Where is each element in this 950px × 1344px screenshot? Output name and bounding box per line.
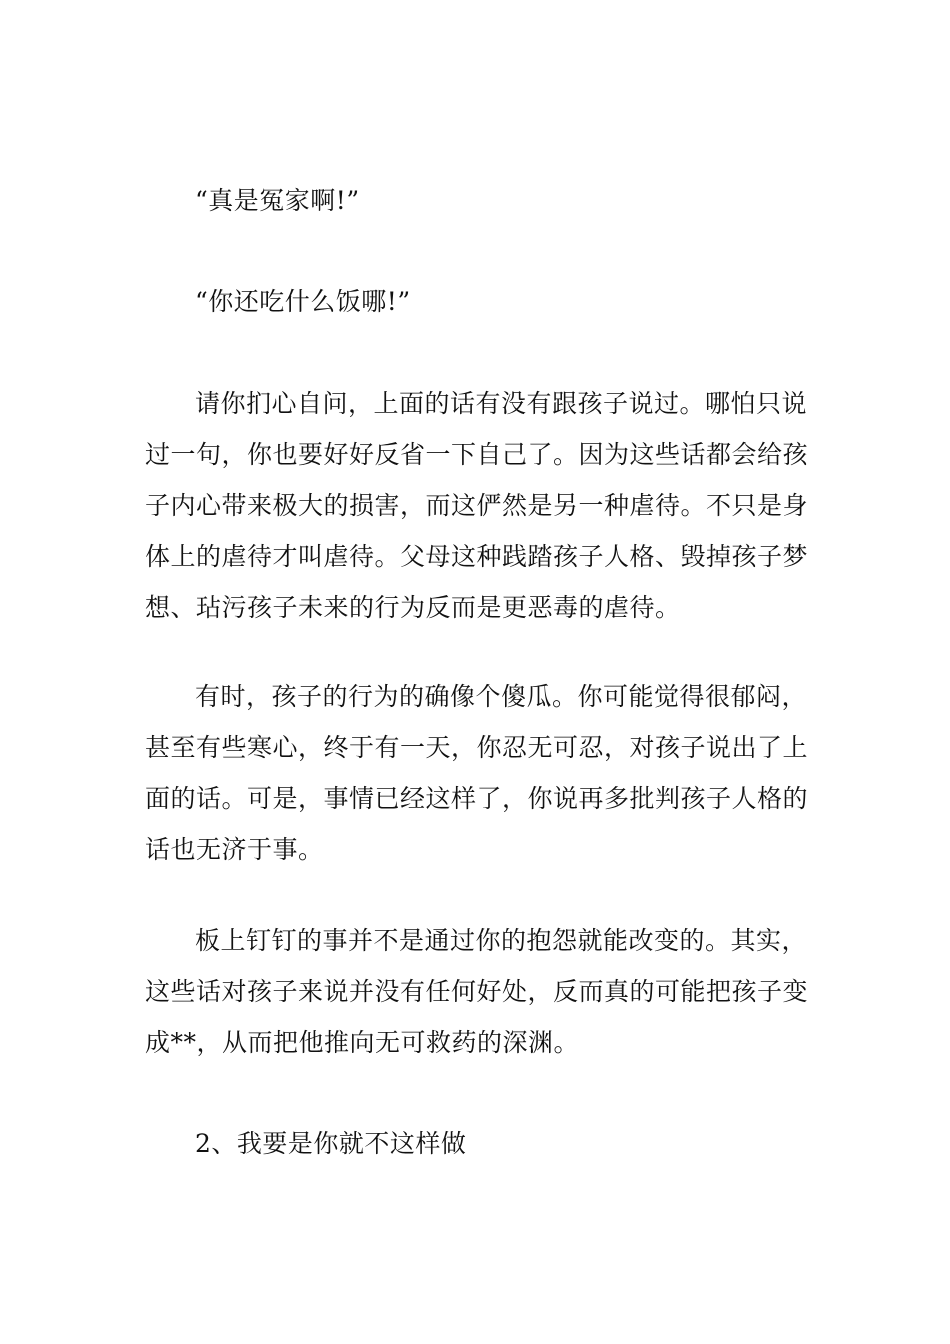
body-paragraph-2: 有时，孩子的行为的确像个傻瓜。你可能觉得很郁闷，甚至有些寒心，终于有一天，你忍无可忍，对孩子说出了上面的话。可是，事情已经这样了，你说再多批判孩子人格的话也无济于事。 (145, 682, 809, 864)
body-paragraph-1: 请你扪心自问，上面的话有没有跟孩子说过。哪怕只说过一句，你也要好好反省一下自己了。因为这些话都会给孩子内心带来极大的损害，而这俨然是另一种虐待。不只是身体上的虐待才叫虐待。父母这种践踏孩子人格、毁掉孩子梦想、玷污孩子未来的行为反而是更恶毒的虐待。 (145, 389, 809, 622)
quote-paragraph-1: “真是冤家啊!” (195, 186, 360, 215)
section-heading: 2、我要是你就不这样做 (195, 1129, 467, 1158)
quote-paragraph-2: “你还吃什么饭哪!” (195, 287, 411, 316)
body-paragraph-3: 板上钉钉的事并不是通过你的抱怨就能改变的。其实，这些话对孩子来说并没有任何好处，反而真的可能把孩子变成**，从而把他推向无可救药的深渊。 (145, 926, 809, 1057)
